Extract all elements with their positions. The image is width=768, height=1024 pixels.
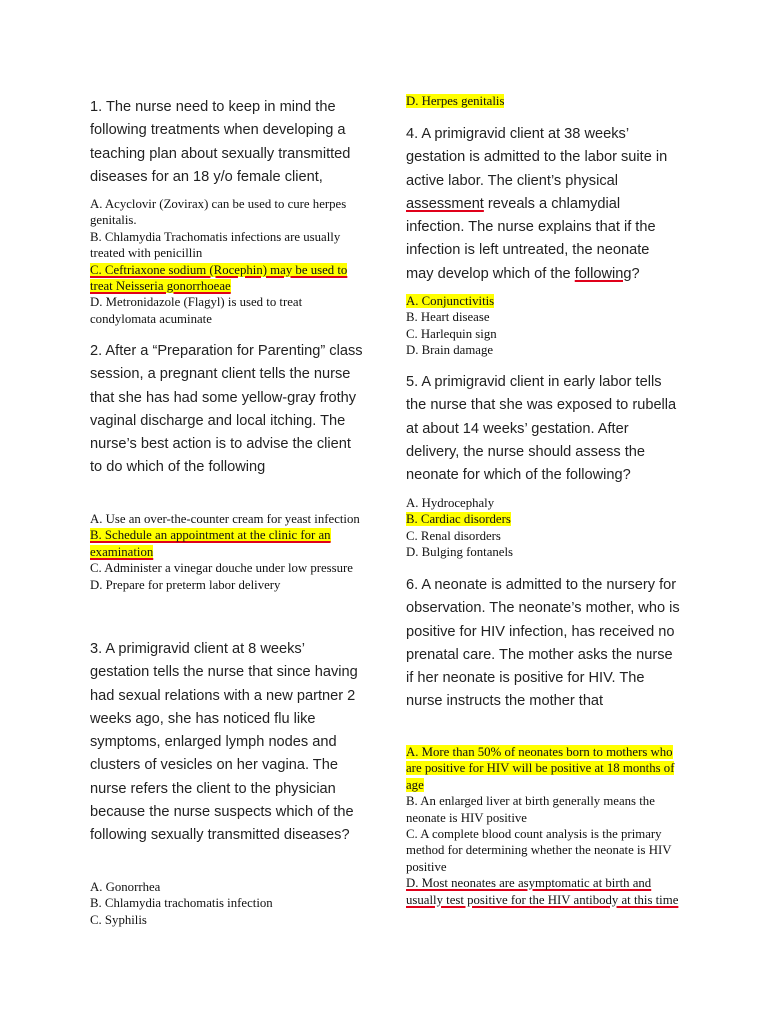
q1-option-b: B. Chlamydia Trachomatis infections are usually treated with penicillin [90, 229, 341, 261]
q6-option-b: B. An enlarged liver at birth generally means the neonate is HIV positive [406, 794, 655, 825]
q5-option-c: C. Renal disorders [406, 528, 501, 543]
q5-option-b-wrapper [406, 511, 681, 527]
question-5: 5. A primigravid client in early labor tells the nurse that she was exposed to rubella at about 14 weeks’ gestation. After delivery, the nurse should assess the neonate for which of the following? [406, 374, 677, 484]
q6-option-d: D. Most neonates are asymptomatic at birth and usually test positive for the HIV antibody at this time [406, 876, 679, 907]
q4-underlined-word-following: following [574, 265, 632, 282]
q1-option-c-wrapper [90, 262, 365, 295]
q4-option-b: B. Heart disease [406, 310, 490, 325]
question-4-options [406, 293, 681, 359]
q2-option-b-wrapper [90, 527, 365, 560]
q4-underlined-word-assessment: assessment [406, 195, 484, 212]
q1-option-a: A. Acyclovir (Zovirax) can be used to cure herpes genitalis. [90, 197, 347, 228]
q2-option-d: D. Prepare for preterm labor delivery [90, 577, 281, 592]
q4-option-c: C. Harlequin sign [406, 326, 497, 341]
q4-option-a: A. Conjunctivitis [406, 294, 495, 308]
q2-option-b: B. Schedule an appointment at the clinic for an examination [90, 528, 331, 559]
q6-option-c: C. A complete blood count analysis is the primary method for determining whether the neonate is HIV positive [406, 827, 672, 874]
q5-option-a: A. Hydrocephaly [406, 496, 495, 510]
question-2-options [90, 511, 365, 593]
question-5-options [406, 495, 681, 561]
q2-option-c: C. Administer a vinegar douche under low pressure [90, 561, 353, 576]
q3-option-b: B. Chlamydia trachomatis infection [90, 896, 273, 911]
question-4 [406, 123, 681, 286]
q5-option-d: D. Bulging fontanels [406, 545, 513, 560]
question-6: 6. A neonate is admitted to the nursery for observation. The neonate’s mother, who is positive for HIV infection, has received no prenatal care. The mother asks the nurse if her neonate is positive for HIV. The nurse instructs the mother that [406, 577, 680, 710]
q3-option-a: A. Gonorrhea [90, 880, 161, 894]
q6-option-a: A. More than 50% of neonates born to mothers who are positive for HIV will be positive at 18 months of age [406, 745, 675, 792]
question-2: 2. After a “Preparation for Parenting” class session, a pregnant client tells the nurse that she has had some yellow-gray frothy vaginal discharge and local itching. The nurse’s best action is to advise the client to do which of the following [90, 343, 363, 476]
question-1: 1. The nurse need to keep in mind the following treatments when developing a teaching plan about sexually transmitted diseases for an 18 y/o female client, [90, 99, 351, 185]
q6-option-d-wrapper [406, 875, 681, 908]
question-6-options [406, 744, 681, 908]
q1-option-c: C. Ceftriaxone sodium (Rocephin) may be used to treat Neisseria gonorrhoeae [90, 262, 348, 294]
q1-option-d: D. Metronidazole (Flagyl) is used to treat condylomata acuminate [90, 295, 303, 326]
q3-option-d-wrapper [406, 93, 681, 109]
question-3-options [90, 879, 365, 928]
q5-option-b: B. Cardiac disorders [406, 512, 511, 527]
question-1-options [90, 196, 365, 327]
q4-text-part-1: 4. A primigravid client at 38 weeks’ gestation is admitted to the labor suite in active labor. The client’s physical [406, 126, 668, 189]
q4-option-a-wrapper [406, 293, 681, 309]
q2-option-a: A. Use an over-the-counter cream for yeast infection [90, 512, 360, 526]
q3-option-c: C. Syphilis [90, 912, 147, 927]
q4-text-part-3: ? [631, 265, 640, 282]
q4-option-d: D. Brain damage [406, 343, 494, 358]
q3-option-d: D. Herpes genitalis [406, 94, 505, 108]
q6-option-a-wrapper [406, 744, 681, 793]
question-3: 3. A primigravid client at 8 weeks’ gestation tells the nurse that since having had sexual relations with a new partner 2 weeks ago, she has noticed flu like symptoms, enlarged lymph nodes and clusters of vesicles on her vagina. The nurse refers the client to the physician because the nurse suspects which of the following sexually transmitted diseases? [90, 641, 358, 844]
q4-text-part-2: reveals a chlamydial infection. The nurse explains that if the infection is left untreated, the neonate may develop which of the [406, 195, 656, 282]
